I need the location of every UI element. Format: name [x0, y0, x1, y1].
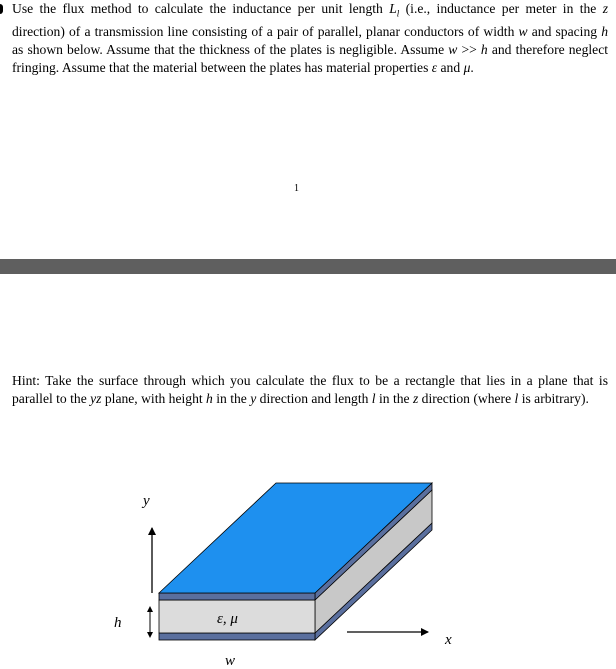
y-axis-label: y — [143, 493, 150, 509]
problem-statement: Use the flux method to calculate the inductance per unit length $L_l$ (i.e., inductance per meter in the z direction) of a transmission line consisting of a pair of parallel, planar conductors of width w and spacing h as shown below. Assume that the thickness of the plates is negligible. Assume w >> h and therefore neglect fringing. Assume that the material between the plates has material properties ε and μ. — [12, 1, 609, 75]
width-label: w — [225, 653, 236, 669]
page-separator — [0, 259, 616, 274]
page-number: 1 — [294, 183, 299, 194]
h-dimension-label: h — [114, 615, 122, 631]
x-axis-label: x — [445, 632, 452, 648]
material-properties-label: ε, μ — [217, 611, 238, 627]
top-plate-front-edge — [159, 593, 315, 600]
bottom-plate-front-edge — [159, 633, 315, 640]
bullet-marker — [0, 4, 3, 14]
hint-paragraph: Hint: Take the surface through which you calculate the flux to be a rectangle that lies in a plane that is parallel to the yz plane, with height h in the y direction and length l in the z direction (where l is arbitrary). — [12, 373, 608, 406]
transmission-line-figure — [0, 460, 616, 669]
